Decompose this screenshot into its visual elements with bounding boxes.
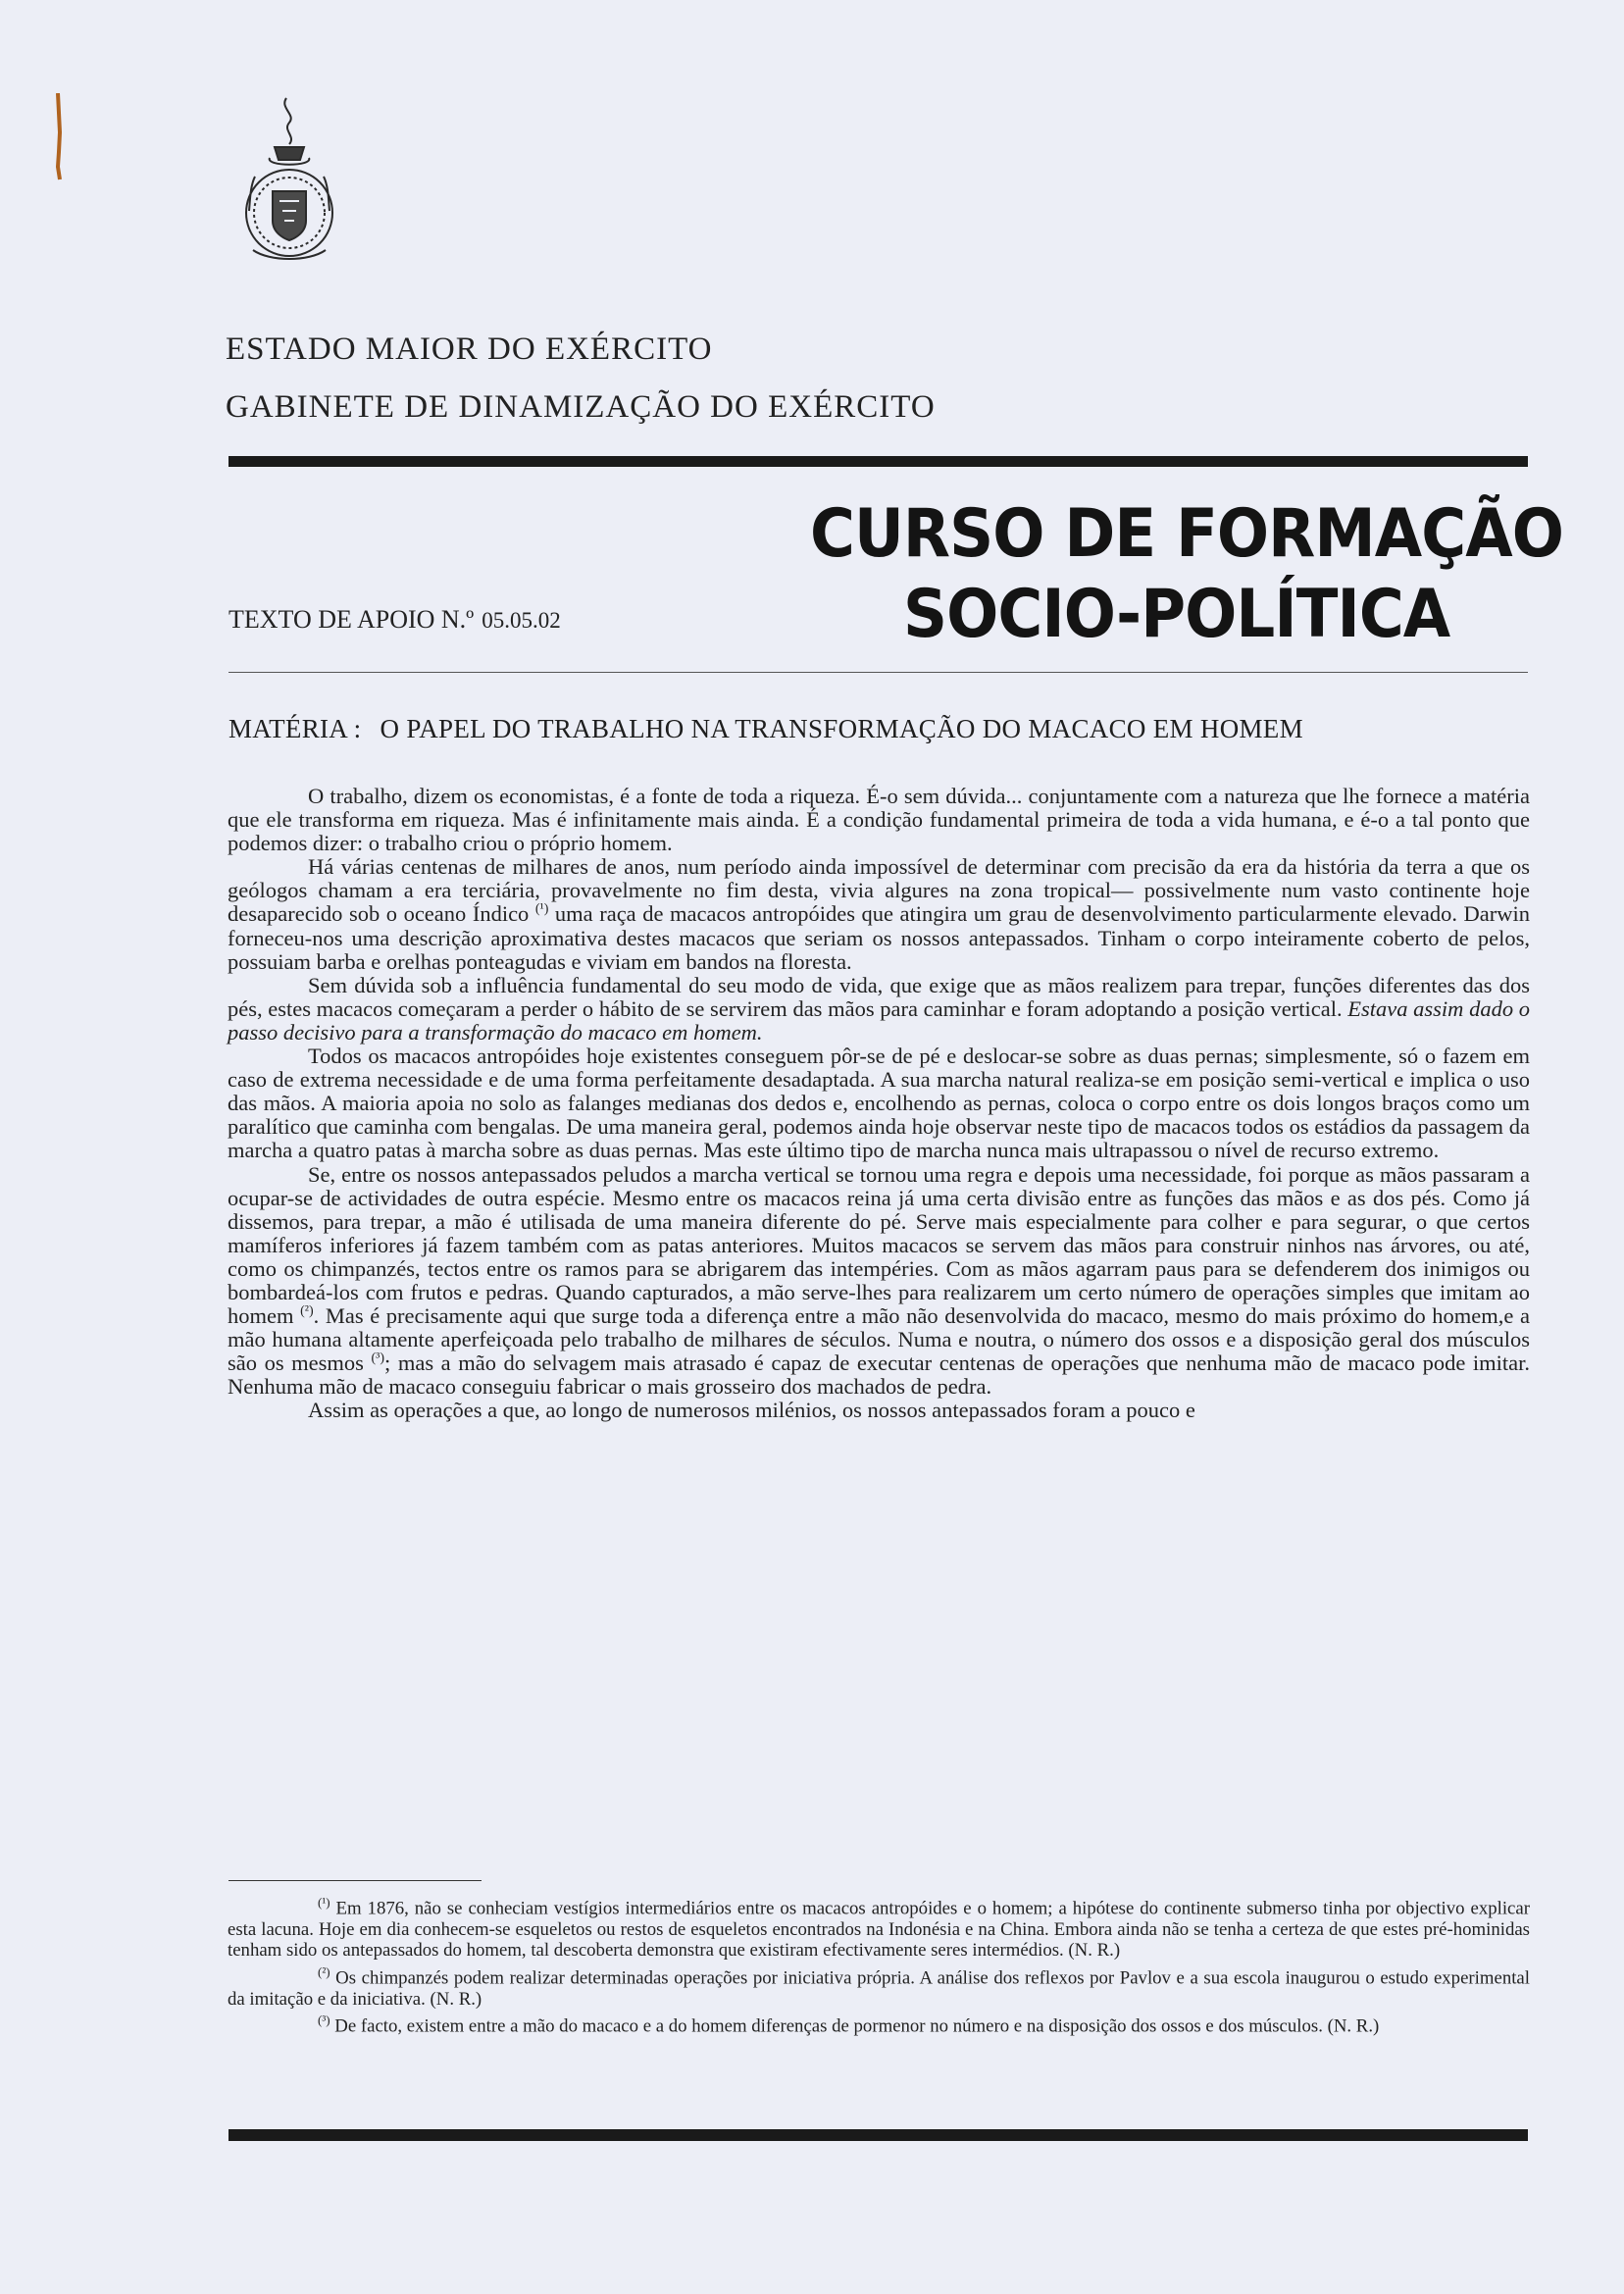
bottom-divider: [228, 2129, 1528, 2141]
footnote-2-text: Os chimpanzés podem realizar determinadas operações por iniciativa própria. A análise dos reflexos por Pavlov e a sua escola inaugurou o estudo experimental da imitação e da iniciativa. (N. R.): [228, 1967, 1530, 2010]
org-line-estado-maior: ESTADO MAIOR DO EXÉRCITO: [226, 331, 713, 367]
support-text-id: [228, 605, 561, 635]
footnote-ref-2: (²): [300, 1303, 314, 1319]
subject-label: MATÉRIA :: [228, 714, 362, 743]
footnote-ref-1: (¹): [534, 901, 549, 917]
footnote-3: [228, 2010, 1530, 2037]
paragraph-2-text-b: uma raça de macacos antropóides que atingira um grau de desenvolvimento particularmente elevado. Darwin forneceu-nos uma descrição aproximativa destes macacos que seriam os nossos antepassados. Tinham o corpo inteiramente coberto de pelos, possuiam barba e orelhas ponteagudas e viviam em bandos na floresta.: [228, 901, 1530, 974]
top-divider: [228, 456, 1528, 467]
paragraph-5: [228, 1163, 1530, 1400]
paragraph-5-text-c: ; mas a mão do selvagem mais atrasado é capaz de executar centenas de operações que nenhuma mão de macaco pode imitar. Nenhuma mão de macaco conseguiu fabricar o mais grosseiro dos machados de pedra.: [228, 1351, 1531, 1400]
article-body: [228, 785, 1530, 1423]
course-title-line-1: CURSO DE FORMAÇÃO: [810, 495, 1563, 573]
army-crest-icon: [235, 93, 343, 265]
paragraph-3-italic: Estava assim dado o passo decisivo para a transformação do macaco em homem.: [228, 995, 1530, 1045]
support-text-number: 05.05.02: [482, 608, 561, 633]
paragraph-4: Todos os macacos antropóides hoje existentes conseguem pôr-se de pé e deslocar-se sobre as duas pernas; simplesmente, só o fazem em caso de extrema necessidade e de uma forma perfeitamente desadaptada. A sua marcha natural realiza-se em posição semi-vertical e implica o uso das mãos. A maioria apoia no solo as falanges medianas dos dedos e, encolhendo as pernas, coloca o corpo entre os dois longos braços como um paralítico que caminha com bengalas. De uma maneira geral, podemos ainda hoje observar neste tipo de macacos todos os estádios da passagem da marcha a quatro patas à marcha sobre as duas pernas. Mas este último tipo de marcha nunca mais ultrapassou o nível de recurso extremo.: [228, 1044, 1530, 1163]
footnote-2-mark: (²): [318, 1963, 330, 1979]
paragraph-5-text-b: . Mas é precisamente aqui que surge toda a diferença entre a mão não desenvolvida do macaco, mesmo do mais próximo do homem,e a mão humana altamente aperfeiçoada pelo trabalho de milhares de séculos. Numa e noutra, o número dos ossos e a disposição geral dos músculos são os mesmos: [228, 1303, 1530, 1376]
org-line-gabinete: GABINETE DE DINAMIZAÇÃO DO EXÉRCITO: [226, 389, 936, 425]
paragraph-3: [228, 974, 1530, 1045]
footnote-3-text: De facto, existem entre a mão do macaco e a do homem diferenças de pormenor no número e na disposição dos ossos e dos músculos. (N. R.): [330, 2015, 1380, 2037]
paragraph-2: [228, 855, 1530, 973]
paragraph-5-text-a: Se, entre os nossos antepassados peludos a marcha vertical se tornou uma regra e depois uma necessidade, foi porque as mãos passaram a ocupar-se de actividades de outra espécie. Mesmo entre os macacos reina já uma certa divisão entre as funções das mãos e as dos pés. Como já dissemos, para trepar, a mão é utilisada de uma maneira diferente do pé. Serve mais especialmente para colher e para segurar, o que certos mamíferos inferiores já fazem também com as patas anteriores. Muitos macacos se servem das mãos para construir ninhos nas árvores, ou até, como os chimpanzés, tectos entre os ramos para se abrigarem das intempéries. Com as mãos agarram paus para se defenderem dos inimigos ou bombardeá-los com frutos e pedras. Quando capturados, a mão serve-lhes para realizarem um certo número de operações simples que imitam ao homem: [228, 1161, 1530, 1329]
footnote-3-mark: (³): [318, 2013, 330, 2028]
header-thin-divider: [228, 672, 1528, 673]
footnote-1-text: Em 1876, não se conheciam vestígios intermediários entre os macacos antropóides e o homem; a hipótese do continente submerso tinha por objectivo explicar esta lacuna. Hoje em dia conhecem-se esqueletos ou restos de esqueletos encontrados na Indonésia e na China. Embora ainda não se tenha a certeza de que estes pré-hominidas tenham sido os antepassados do homem, tal descoberta demonstra que existiram efectivamente seres intermédios. (N. R.): [228, 1898, 1530, 1962]
subject-title: O PAPEL DO TRABALHO NA TRANSFORMAÇÃO DO MACACO EM HOMEM: [380, 714, 1303, 743]
paragraph-1: O trabalho, dizem os economistas, é a fonte de toda a riqueza. É-o sem dúvida... conjuntamente com a natureza que lhe fornece a matéria que ele transforma em riqueza. Mas é infinitamente mais ainda. É a condição fundamental primeira de toda a vida humana, e é-o a tal ponto que podemos dizer: o trabalho criou o próprio homem.: [228, 784, 1530, 856]
footnote-divider: [228, 1880, 482, 1881]
paragraph-6: Assim as operações a que, ao longo de numerosos milénios, os nossos antepassados foram a pouco e: [308, 1398, 1195, 1423]
course-title-line-2: SOCIO-POLÍTICA: [903, 576, 1450, 653]
footnotes: [228, 1892, 1530, 2037]
support-text-label: TEXTO DE APOIO N.º: [228, 605, 475, 634]
subject-line: [228, 714, 1303, 744]
footnote-1: [228, 1892, 1530, 1962]
paper-stain-mark: [54, 93, 62, 181]
footnote-ref-3: (³): [371, 1351, 385, 1366]
footnote-2: [228, 1962, 1530, 2010]
paragraph-2-text-a: Há várias centenas de milhares de anos, num período ainda impossível de determinar com precisão da era da história da terra a que os geólogos chamam a era terciária, provavelmente no fim desta, vivia algures na zona tropical— possivelmente num vasto continente hoje desaparecido sob o oceano Índico: [228, 854, 1530, 927]
footnote-1-mark: (¹): [318, 1895, 330, 1910]
paragraph-3-text: Sem dúvida sob a influência fundamental do seu modo de vida, que exige que as mãos realizem para trepar, funções diferentes das dos pés, estes macacos começaram a perder o hábito de se servirem das mãos para caminhar e foram adoptando a posição vertical.: [228, 972, 1530, 1021]
